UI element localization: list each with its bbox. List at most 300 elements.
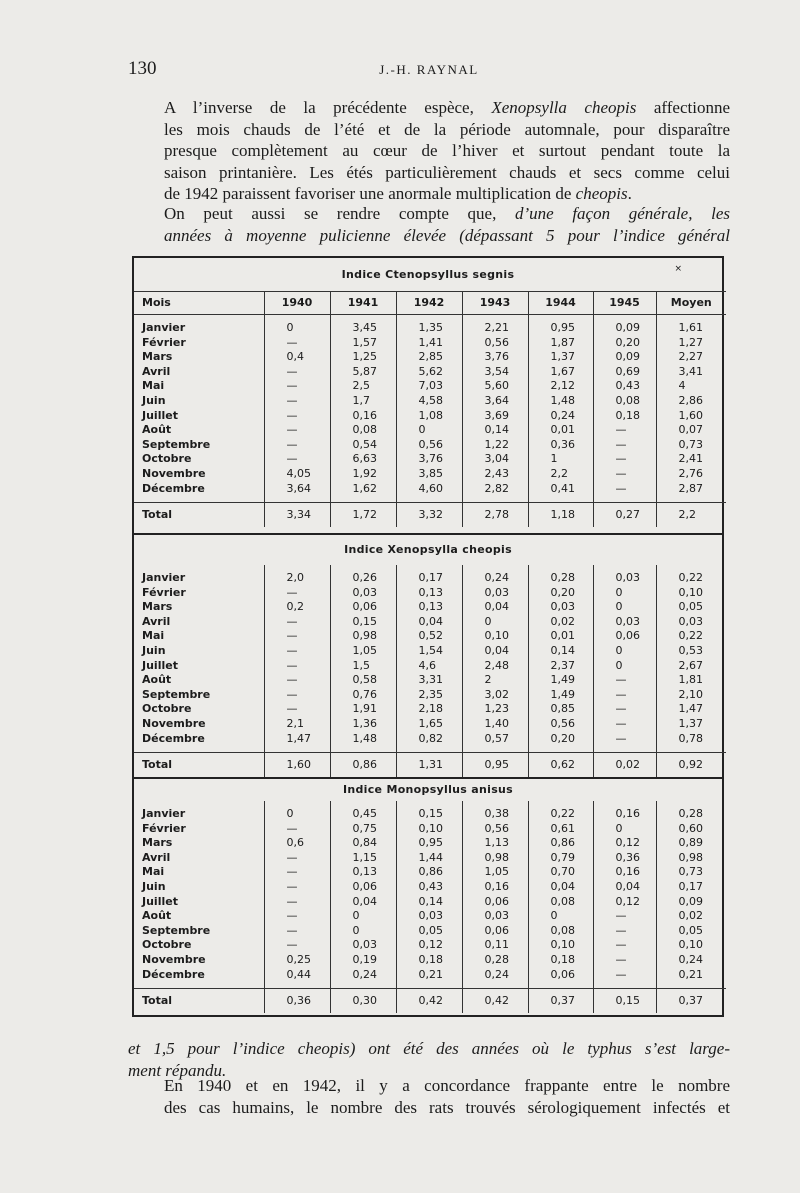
month-cell: Mars [142,350,173,364]
table-row [134,615,726,630]
value-cell: 0,15 [330,615,396,630]
column-header: 1945 [593,292,656,315]
value-cell: 0,12 [593,895,656,910]
month-cell: Août [142,673,172,687]
value-cell: 1,67 [528,365,593,380]
value-cell: — [264,336,330,351]
month-cell: Février [142,335,186,349]
value-cell: 0,08 [330,423,396,438]
text-line: saison printanière. Les étés particulièrement chauds et secs comme celui [164,162,730,182]
section-title: Indice Monopsyllus anisus [342,783,514,796]
value-cell: 0,76 [330,688,396,703]
value-cell: 3,69 [462,409,528,424]
month-cell: Juin [142,879,166,893]
value-cell: 0,56 [528,717,593,732]
value-cell: 1,41 [396,336,462,351]
text-line [128,97,730,119]
total-value: 0,02 [593,753,656,778]
value-cell: 1,40 [462,717,528,732]
value-cell: 2,87 [656,482,726,497]
month-cell: Janvier [142,571,186,584]
value-cell: 2,82 [462,482,528,497]
table-row [134,909,726,924]
value-cell: 1,22 [462,438,528,453]
value-cell: 0,04 [593,880,656,895]
value-cell: 0,02 [656,909,726,924]
value-cell: 0,89 [656,836,726,851]
month-cell: Janvier [142,807,186,820]
value-cell: 4,6 [396,659,462,674]
value-cell: 0 [330,909,396,924]
value-cell: 0,08 [593,394,656,409]
value-cell: 0,08 [528,924,593,939]
value-cell: 0,10 [462,629,528,644]
value-cell: 0,08 [528,895,593,910]
total-row [134,753,726,778]
value-cell: 0 [593,586,656,601]
value-cell: 0,14 [396,895,462,910]
value-cell: 3,76 [396,452,462,467]
value-cell: 0 [396,423,462,438]
value-cell: 1,49 [528,688,593,703]
table-row [134,321,726,336]
month-cell: Novembre [142,716,206,730]
value-cell: 0,13 [330,865,396,880]
value-cell: 0,22 [656,629,726,644]
total-value: 1,18 [528,503,593,528]
value-cell: 0,03 [656,615,726,630]
column-header: 1940 [264,292,330,315]
value-cell: 1,37 [528,350,593,365]
value-cell: — [264,909,330,924]
value-cell: 1,7 [330,394,396,409]
table-row [134,938,726,953]
value-cell: 0,95 [528,321,593,336]
value-cell: 0 [264,807,330,822]
value-cell: 0,22 [528,807,593,822]
value-cell: 0,06 [528,968,593,983]
value-cell: 0,11 [462,938,528,953]
value-cell: 0,98 [330,629,396,644]
value-cell: 1,15 [330,851,396,866]
value-cell: 0,36 [593,851,656,866]
value-cell: — [264,379,330,394]
value-cell: 0,15 [396,807,462,822]
total-value: 1,31 [396,753,462,778]
value-cell: — [264,865,330,880]
table-row [134,953,726,968]
value-cell: 0,20 [528,586,593,601]
value-cell: 0 [593,600,656,615]
value-cell: 0,18 [396,953,462,968]
value-cell: 3,76 [462,350,528,365]
value-cell: — [593,467,656,482]
value-cell: 0,43 [396,880,462,895]
value-cell: 0,05 [396,924,462,939]
value-cell: 4,60 [396,482,462,497]
corner-mark: × [674,264,682,274]
total-value: 2,2 [656,503,726,528]
value-cell: 0,09 [593,321,656,336]
table-row [134,571,726,586]
text-run: affectionne [636,98,730,117]
value-cell: 0,56 [462,336,528,351]
value-cell: — [264,673,330,688]
value-cell: 0,79 [528,851,593,866]
value-cell: 3,04 [462,452,528,467]
value-cell: 5,87 [330,365,396,380]
value-cell: 0,85 [528,702,593,717]
value-cell: 0,56 [396,438,462,453]
total-value: 0,86 [330,753,396,778]
table-row [134,822,726,837]
value-cell: — [593,953,656,968]
running-head: J.-H. RAYNAL [379,62,479,77]
value-cell: 0,24 [528,409,593,424]
value-cell: 1 [528,452,593,467]
value-cell: 0,01 [528,629,593,644]
value-cell: 1,91 [330,702,396,717]
month-cell: Octobre [142,938,192,952]
text-line: ment répandu. [128,1060,227,1080]
value-cell: 1,47 [264,732,330,747]
value-cell: — [593,688,656,703]
table-row [134,702,726,717]
month-cell: Septembre [142,687,211,701]
value-cell: 1,36 [330,717,396,732]
value-cell: 0,6 [264,836,330,851]
value-cell: 4,58 [396,394,462,409]
text-line: et 1,5 pour l’indice cheopis) ont été des années où le typhus s’est large- [128,1039,730,1058]
value-cell: — [593,732,656,747]
value-cell: 1,5 [330,659,396,674]
total-label: Total [134,753,264,778]
table-row [134,673,726,688]
value-cell: 1,60 [656,409,726,424]
value-cell: 0,43 [593,379,656,394]
value-cell: 0,13 [396,586,462,601]
value-cell: 0,18 [593,409,656,424]
value-cell: — [264,851,330,866]
table-row [134,851,726,866]
value-cell: 2,21 [462,321,528,336]
value-cell: 0,12 [396,938,462,953]
value-cell: — [593,702,656,717]
month-cell: Février [142,585,186,599]
month-cell: Juin [142,643,166,657]
value-cell: 0,28 [528,571,593,586]
value-cell: 0,73 [656,438,726,453]
value-cell: — [593,717,656,732]
total-value: 2,78 [462,503,528,528]
flea-index-table [132,256,724,1017]
value-cell: — [264,822,330,837]
value-cell: 0 [528,909,593,924]
total-label: Total [134,503,264,528]
value-cell: 0,61 [528,822,593,837]
column-header: 1944 [528,292,593,315]
value-cell: 0,05 [656,600,726,615]
value-cell: 0,21 [396,968,462,983]
table-row [134,880,726,895]
data-grid [134,565,726,777]
value-cell: 0,98 [462,851,528,866]
value-cell: 4 [656,379,726,394]
value-cell: 0,28 [462,953,528,968]
text-run: . [627,184,632,203]
month-cell: Février [142,821,186,835]
value-cell: 0,17 [656,880,726,895]
value-cell: 0 [462,615,528,630]
section-title: Indice Ctenopsyllus segnis [341,268,515,281]
table-row [134,659,726,674]
value-cell: 0,03 [462,909,528,924]
value-cell: 0,18 [528,953,593,968]
month-cell: Mars [142,600,173,614]
value-cell: 1,92 [330,467,396,482]
value-cell: 3,41 [656,365,726,380]
value-cell: 1,37 [656,717,726,732]
value-cell: 0 [593,659,656,674]
value-cell: — [264,644,330,659]
value-cell: 0,03 [396,909,462,924]
value-cell: 2,2 [528,467,593,482]
value-cell: 0,24 [462,571,528,586]
value-cell: 1,62 [330,482,396,497]
table-row [134,629,726,644]
value-cell: 0,20 [528,732,593,747]
value-cell: 0,53 [656,644,726,659]
value-cell: 2,41 [656,452,726,467]
table-row [134,717,726,732]
value-cell: 1,65 [396,717,462,732]
total-row [134,503,726,528]
table-row [134,452,726,467]
total-label: Total [134,989,264,1014]
value-cell: 0,06 [593,629,656,644]
total-row [134,989,726,1014]
value-cell: 3,85 [396,467,462,482]
month-cell: Mai [142,865,165,879]
value-cell: 4,05 [264,467,330,482]
value-cell: 1,48 [528,394,593,409]
text-run: On peut aussi se rendre compte que, [164,204,515,223]
value-cell: 0,04 [462,600,528,615]
month-cell: Décembre [142,967,205,981]
table-row [134,600,726,615]
text-line: presque complètement au cœur de l’hiver et surtout pendant toute la [164,141,730,160]
value-cell: 0,03 [593,571,656,586]
section-monopsyllus [134,777,722,1017]
value-cell: 2,86 [656,394,726,409]
month-cell: Mai [142,629,165,643]
paragraph-4 [128,1075,730,1118]
table-row [134,467,726,482]
column-header: 1943 [462,292,528,315]
value-cell: 1,49 [528,673,593,688]
value-cell: 0,24 [330,968,396,983]
value-cell: — [264,409,330,424]
text-line: années à moyenne pulicienne élevée (dépassant 5 pour l’indice général [164,225,730,245]
month-cell: Juillet [142,658,178,672]
value-cell: 1,23 [462,702,528,717]
value-cell: — [264,423,330,438]
value-cell: 0,26 [330,571,396,586]
table-row [134,365,726,380]
column-header: 1941 [330,292,396,315]
value-cell: 0,70 [528,865,593,880]
value-cell: 0 [264,321,330,336]
value-cell: 0,86 [396,865,462,880]
value-cell: 0,10 [656,586,726,601]
value-cell: 1,13 [462,836,528,851]
value-cell: 0,84 [330,836,396,851]
month-cell: Septembre [142,437,211,451]
value-cell: 0,86 [528,836,593,851]
value-cell: 0,04 [396,615,462,630]
value-cell: 0 [330,924,396,939]
value-cell: 0,52 [396,629,462,644]
total-value: 0,95 [462,753,528,778]
value-cell: 0,36 [528,438,593,453]
value-cell: 0,03 [528,600,593,615]
total-value: 3,32 [396,503,462,528]
table-row [134,807,726,822]
value-cell: 0,20 [593,336,656,351]
month-cell: Juillet [142,408,178,422]
month-cell: Septembre [142,923,211,937]
total-value: 1,60 [264,753,330,778]
month-cell: Juillet [142,894,178,908]
section-ctenopsyllus [134,258,722,533]
month-cell: Novembre [142,952,206,966]
month-cell: Avril [142,364,171,378]
value-cell: 0,28 [656,807,726,822]
value-cell: 2,12 [528,379,593,394]
table-row [134,586,726,601]
value-cell: 0,21 [656,968,726,983]
text-line: les mois chauds de l’été et de la période automnale, pour disparaître [164,119,730,139]
value-cell: 3,45 [330,321,396,336]
value-cell: 0,04 [330,895,396,910]
value-cell: 0,25 [264,953,330,968]
value-cell: — [264,394,330,409]
table-row [134,865,726,880]
paragraph-1 [128,97,730,205]
value-cell: 0,14 [462,423,528,438]
value-cell: 0 [593,644,656,659]
text-line: des cas humains, le nombre des rats trouvés sérologiquement infectés et [164,1097,730,1117]
value-cell: 2,0 [264,571,330,586]
value-cell: 1,54 [396,644,462,659]
value-cell: 0,06 [462,924,528,939]
value-cell: 2,67 [656,659,726,674]
table-row [134,409,726,424]
value-cell: — [264,880,330,895]
value-cell: — [264,895,330,910]
text-run: de 1942 paraissent favoriser une anormale multiplication de [164,184,576,203]
table-row [134,482,726,497]
value-cell: 5,62 [396,365,462,380]
value-cell: 0,13 [396,600,462,615]
month-cell: Octobre [142,702,192,716]
value-cell: 0,54 [330,438,396,453]
month-cell: Mai [142,379,165,393]
value-cell: 0,58 [330,673,396,688]
column-header: 1942 [396,292,462,315]
value-cell: 0,03 [462,586,528,601]
value-cell: 3,02 [462,688,528,703]
month-cell: Octobre [142,452,192,466]
value-cell: — [264,688,330,703]
total-value: 0,42 [396,989,462,1014]
value-cell: 2,18 [396,702,462,717]
value-cell: 0,38 [462,807,528,822]
total-value: 0,62 [528,753,593,778]
value-cell: — [264,586,330,601]
section-title: Indice Xenopsylla cheopis [344,543,512,556]
value-cell: 3,64 [462,394,528,409]
value-cell: 2 [462,673,528,688]
table-row [134,423,726,438]
value-cell: 5,60 [462,379,528,394]
value-cell: — [264,629,330,644]
value-cell: 0,16 [462,880,528,895]
value-cell: 0,03 [330,586,396,601]
value-cell: — [264,365,330,380]
value-cell: 1,57 [330,336,396,351]
value-cell: 3,31 [396,673,462,688]
value-cell: — [593,423,656,438]
month-cell: Décembre [142,481,205,495]
value-cell: — [593,673,656,688]
value-cell: 0,06 [462,895,528,910]
value-cell: 0,4 [264,350,330,365]
value-cell: 0,03 [330,938,396,953]
value-cell: 0 [593,822,656,837]
value-cell: — [593,452,656,467]
species-name: Xenopsylla cheopis [491,98,637,117]
value-cell: 2,27 [656,350,726,365]
total-value: 0,27 [593,503,656,528]
value-cell: 0,2 [264,600,330,615]
value-cell: 0,12 [593,836,656,851]
value-cell: 0,44 [264,968,330,983]
table-row [134,379,726,394]
data-grid [134,801,726,1013]
value-cell: 0,75 [330,822,396,837]
total-value: 0,30 [330,989,396,1014]
value-cell: 1,48 [330,732,396,747]
value-cell: 0,07 [656,423,726,438]
value-cell: — [593,924,656,939]
text-run: A l’inverse de la précédente espèce, [164,98,492,117]
value-cell: 0,06 [330,880,396,895]
text-run: d’une façon générale, les [514,204,731,223]
total-value: 0,15 [593,989,656,1014]
value-cell: 1,61 [656,321,726,336]
value-cell: — [264,702,330,717]
value-cell: 2,10 [656,688,726,703]
value-cell: 3,54 [462,365,528,380]
value-cell: 2,43 [462,467,528,482]
value-cell: 1,35 [396,321,462,336]
page-header [128,58,730,82]
table-row [134,394,726,409]
value-cell: 0,22 [656,571,726,586]
total-value: 0,92 [656,753,726,778]
total-value: 0,37 [528,989,593,1014]
